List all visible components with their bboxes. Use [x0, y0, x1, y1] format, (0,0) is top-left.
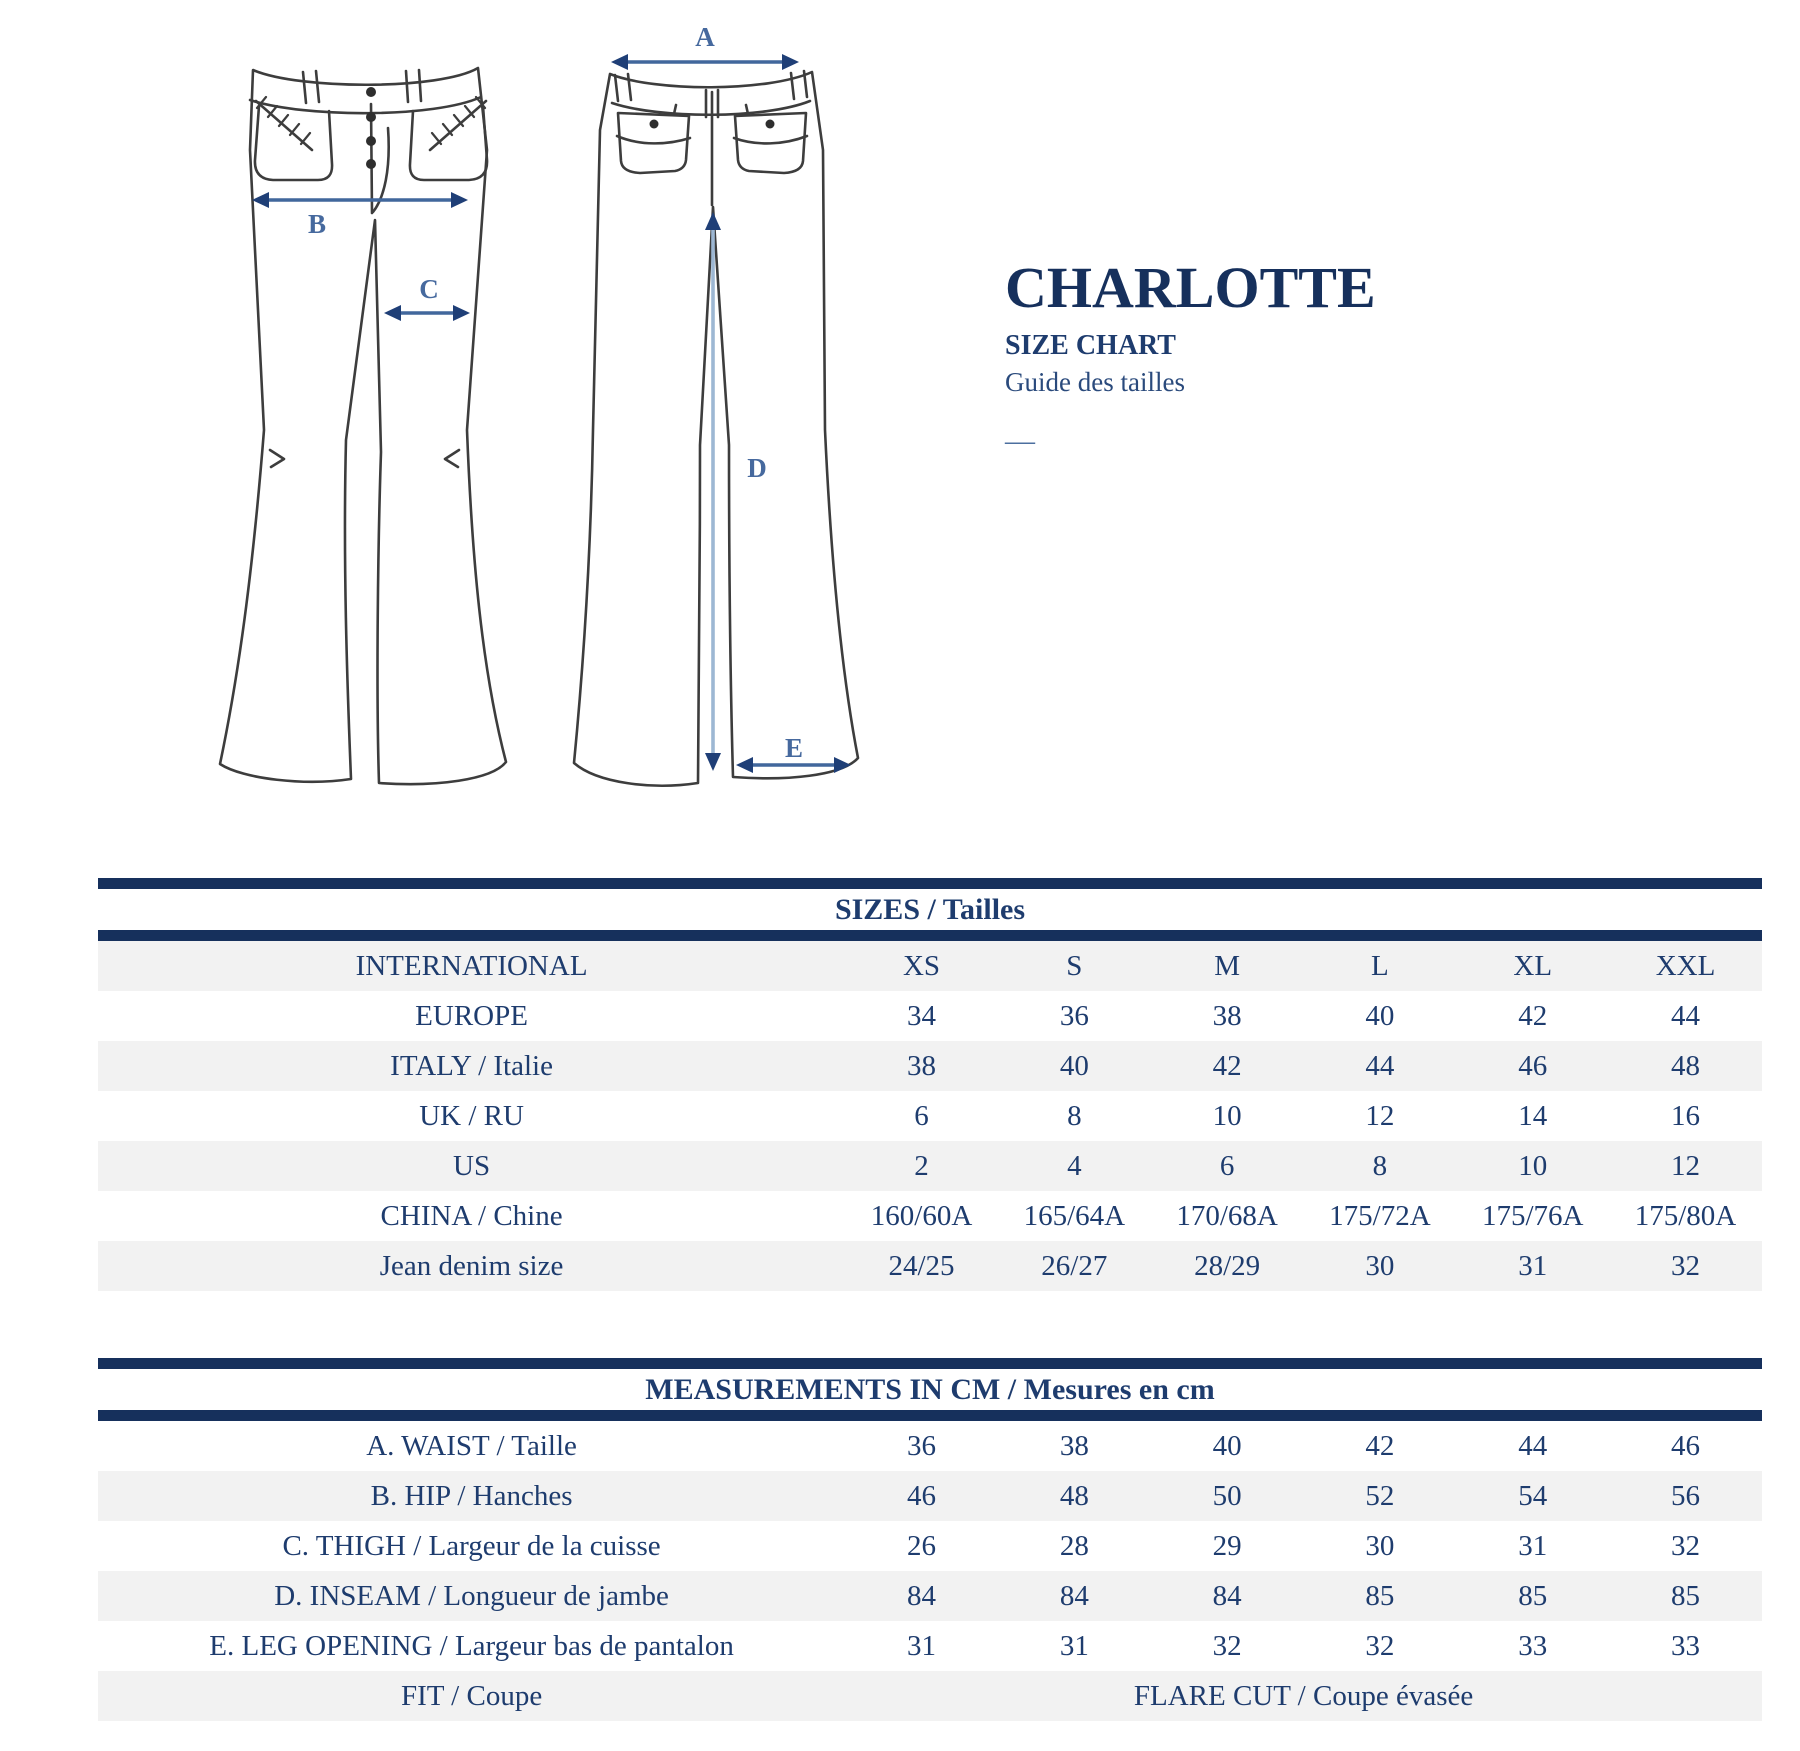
cell-value: XL — [1513, 949, 1553, 982]
row-label: D. INSEAM / Longueur de jambe — [274, 1579, 669, 1612]
table-top-rule — [98, 1358, 1762, 1369]
cell-value: 46 — [1671, 1429, 1700, 1462]
table-row — [98, 1571, 1762, 1621]
pants-front-drawing — [220, 68, 506, 784]
cell-value: 54 — [1518, 1479, 1548, 1512]
measurements-table — [98, 1358, 1762, 1721]
measure-arrow-a — [611, 54, 799, 70]
pants-measurement-diagram — [0, 0, 900, 820]
table-row — [98, 1191, 1762, 1241]
cell-value: 2 — [914, 1149, 929, 1182]
cell-value: 34 — [907, 999, 937, 1032]
cell-value: 32 — [1212, 1629, 1242, 1662]
sizes-table — [98, 878, 1762, 1291]
product-name: CHARLOTTE — [1005, 255, 1376, 320]
table-row — [98, 941, 1762, 991]
cell-value: 31 — [1518, 1249, 1548, 1282]
cell-value: 38 — [907, 1049, 937, 1082]
cell-value: 42 — [1365, 1429, 1395, 1462]
measurements-table-title: MEASUREMENTS IN CM / Mesures en cm — [645, 1372, 1215, 1406]
table-row — [98, 1241, 1762, 1291]
cell-value: 28 — [1059, 1529, 1089, 1562]
row-label: CHINA / Chine — [380, 1199, 563, 1232]
cell-value: 85 — [1671, 1579, 1700, 1612]
title-block — [1005, 255, 1376, 458]
cell-value: 38 — [1212, 999, 1242, 1032]
cell-value: 32 — [1671, 1529, 1700, 1562]
table-row — [98, 1621, 1762, 1671]
cell-value: 44 — [1671, 999, 1700, 1032]
cell-value: 165/64A — [1023, 1199, 1126, 1232]
cell-value: 10 — [1212, 1099, 1242, 1132]
pocket-button — [766, 120, 775, 129]
cell-value: 50 — [1212, 1479, 1242, 1512]
cell-value: 56 — [1671, 1479, 1700, 1512]
cell-value: XS — [902, 949, 941, 982]
cell-value: 30 — [1365, 1249, 1395, 1282]
cell-value: 42 — [1212, 1049, 1242, 1082]
row-label: US — [453, 1149, 491, 1182]
cell-value: 36 — [907, 1429, 937, 1462]
cell-value: 84 — [907, 1579, 937, 1612]
row-label: UK / RU — [419, 1099, 524, 1132]
table-row — [98, 1141, 1762, 1191]
cell-value: 32 — [1671, 1249, 1700, 1282]
cell-value: 84 — [1212, 1579, 1242, 1612]
row-label: Jean denim size — [379, 1249, 564, 1282]
pocket-button — [650, 120, 659, 129]
measure-label-e: E — [784, 733, 804, 763]
cell-value: 31 — [1059, 1629, 1089, 1662]
measure-label-c: C — [419, 274, 439, 304]
table-row — [98, 1421, 1762, 1471]
cell-value: 44 — [1518, 1429, 1548, 1462]
cell-value: 14 — [1518, 1099, 1548, 1132]
cell-value: 32 — [1365, 1629, 1395, 1662]
sizes-table-title: SIZES / Tailles — [834, 892, 1026, 926]
cell-value: 33 — [1518, 1629, 1548, 1662]
cell-value: 48 — [1059, 1479, 1089, 1512]
table-row — [98, 991, 1762, 1041]
cell-value: 160/60A — [870, 1199, 973, 1232]
cell-value: 38 — [1059, 1429, 1089, 1462]
cell-value: 84 — [1059, 1579, 1089, 1612]
measure-label-b: B — [307, 209, 327, 239]
table-row — [98, 1521, 1762, 1571]
cell-value: 170/68A — [1176, 1199, 1278, 1232]
table-header-rule — [98, 1410, 1762, 1421]
cell-value: 12 — [1365, 1099, 1395, 1132]
table-row — [98, 1091, 1762, 1141]
cell-value: 31 — [1518, 1529, 1548, 1562]
cell-value: 46 — [1518, 1049, 1548, 1082]
cell-value: 42 — [1518, 999, 1548, 1032]
cell-value: 8 — [1067, 1099, 1082, 1132]
row-label: EUROPE — [415, 999, 528, 1032]
table-row — [98, 1471, 1762, 1521]
table-header-rule — [98, 930, 1762, 941]
cell-value: 6 — [1219, 1149, 1235, 1182]
title-separator-dash: — — [1005, 424, 1035, 458]
cell-value: 33 — [1671, 1629, 1700, 1662]
table-top-rule — [98, 878, 1762, 889]
cell-value: 44 — [1365, 1049, 1395, 1082]
cell-value: 16 — [1671, 1099, 1700, 1132]
row-label: INTERNATIONAL — [355, 949, 588, 982]
row-label: ITALY / Italie — [390, 1049, 553, 1082]
cell-value: 36 — [1059, 999, 1089, 1032]
cell-value: 29 — [1212, 1529, 1242, 1562]
size-chart-heading: SIZE CHART — [1005, 330, 1176, 362]
cell-value: L — [1371, 949, 1389, 982]
cell-value: 46 — [907, 1479, 937, 1512]
pants-back-drawing — [574, 71, 858, 786]
measure-label-a: A — [695, 22, 715, 52]
cell-value: 4 — [1067, 1149, 1082, 1182]
table-row — [98, 1041, 1762, 1091]
cell-value: 31 — [907, 1629, 937, 1662]
row-label: B. HIP / Hanches — [370, 1479, 573, 1512]
cell-value: 40 — [1212, 1429, 1242, 1462]
row-label: C. THIGH / Largeur de la cuisse — [282, 1529, 661, 1562]
size-chart-heading-fr: Guide des tailles — [1005, 367, 1185, 398]
cell-value: 10 — [1518, 1149, 1548, 1182]
measure-label-d: D — [747, 453, 767, 483]
cell-value: 48 — [1671, 1049, 1700, 1082]
cell-value: 24/25 — [888, 1249, 955, 1282]
cell-value: 6 — [914, 1099, 929, 1132]
cell-value: 12 — [1671, 1149, 1700, 1182]
cell-span-value: FLARE CUT / Coupe évasée — [1133, 1679, 1474, 1712]
cell-value: 175/80A — [1634, 1199, 1737, 1232]
cell-value: 30 — [1365, 1529, 1395, 1562]
cell-value: 26 — [907, 1529, 937, 1562]
cell-value: 26/27 — [1041, 1249, 1108, 1282]
cell-value: M — [1214, 949, 1241, 982]
cell-value: 52 — [1365, 1479, 1395, 1512]
row-label: FIT / Coupe — [400, 1679, 543, 1712]
cell-value: 28/29 — [1194, 1249, 1261, 1282]
cell-value: 8 — [1372, 1149, 1388, 1182]
cell-value: S — [1066, 949, 1083, 982]
cell-value: 85 — [1518, 1579, 1548, 1612]
row-label: A. WAIST / Taille — [366, 1429, 577, 1462]
table-row — [98, 1671, 1762, 1721]
measurements-table-rows — [98, 1421, 1762, 1721]
cell-value: 175/72A — [1329, 1199, 1431, 1232]
cell-value: XXL — [1655, 949, 1716, 982]
sizes-table-rows — [98, 941, 1762, 1291]
cell-value: 175/76A — [1481, 1199, 1584, 1232]
cell-value: 85 — [1365, 1579, 1395, 1612]
cell-value: 40 — [1365, 999, 1395, 1032]
cell-value: 40 — [1059, 1049, 1089, 1082]
row-label: E. LEG OPENING / Largeur bas de pantalon — [209, 1629, 734, 1662]
